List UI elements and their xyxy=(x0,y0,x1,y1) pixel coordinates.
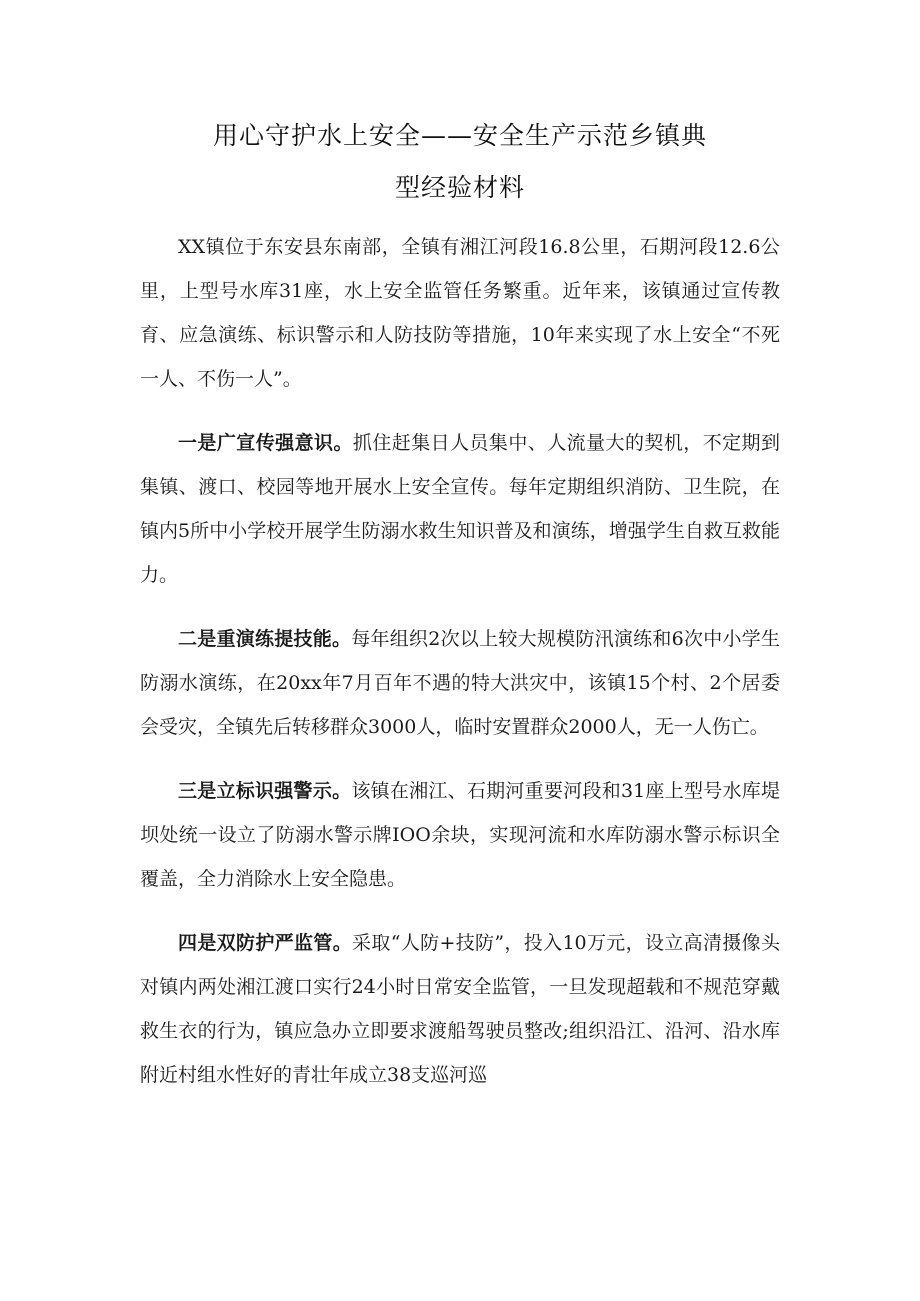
paragraph-signage xyxy=(140,769,780,901)
document-body xyxy=(140,225,780,1117)
paragraph-supervision xyxy=(140,921,780,1097)
paragraph-intro xyxy=(140,225,780,401)
paragraph-lead: 二是重演练提技能。 xyxy=(178,628,352,650)
paragraph-lead: 三是立标识强警示。 xyxy=(178,780,352,802)
paragraph-drills xyxy=(140,617,780,749)
paragraph-lead: 一是广宣传强意识。 xyxy=(178,432,353,454)
paragraph-publicity xyxy=(140,421,780,597)
document-title-line1: 用心守护水上安全——安全生产示范乡镇典 xyxy=(212,121,707,150)
paragraph-text: 抓住赶集日人员集中、人流量大的契机，不定期到集镇、渡口、校园等地开展水上安全宣传。每年定期组织消防、卫生院，在镇内5所中小学校开展学生防溺水救生知识普及和演练，增强学生自救互救能力。 xyxy=(140,432,780,586)
paragraph-text: 每年组织2次以上较大规模防汛演练和6次中小学生防溺水演练，在20xx年7月百年不遇的特大洪灾中，该镇15个村、2个居委会受灾，全镇先后转移群众3000人，临时安置群众2000人，无一人伤亡。 xyxy=(140,628,780,738)
paragraph-text: 该镇在湘江、石期河重要河段和31座上型号水库堤坝处统一设立了防溺水警示牌IOO余块，实现河流和水库防溺水警示标识全覆盖，全力消除水上安全隐患。 xyxy=(140,780,780,890)
paragraph-lead: 四是双防护严监管。 xyxy=(178,932,353,954)
paragraph-text: 采取“人防+技防”，投入10万元，设立高清摄像头对镇内两处湘江渡口实行24小时日常安全监管，一旦发现超载和不规范穿戴救生衣的行为，镇应急办立即要求渡船驾驶员整改;组织沿江、沿河、沿水库附近村组水性好的青壮年成立38支巡河巡 xyxy=(140,932,780,1086)
paragraph-text: XX镇位于东安县东南部，全镇有湘江河段16.8公里，石期河段12.6公里，上型号水库31座，水上安全监管任务繁重。近年来，该镇通过宣传教育、应急演练、标识警示和人防技防等措施，10年来实现了水上安全“不死一人、不伤一人”。 xyxy=(140,236,780,390)
document-title-line2: 型经验材料 xyxy=(394,173,525,202)
